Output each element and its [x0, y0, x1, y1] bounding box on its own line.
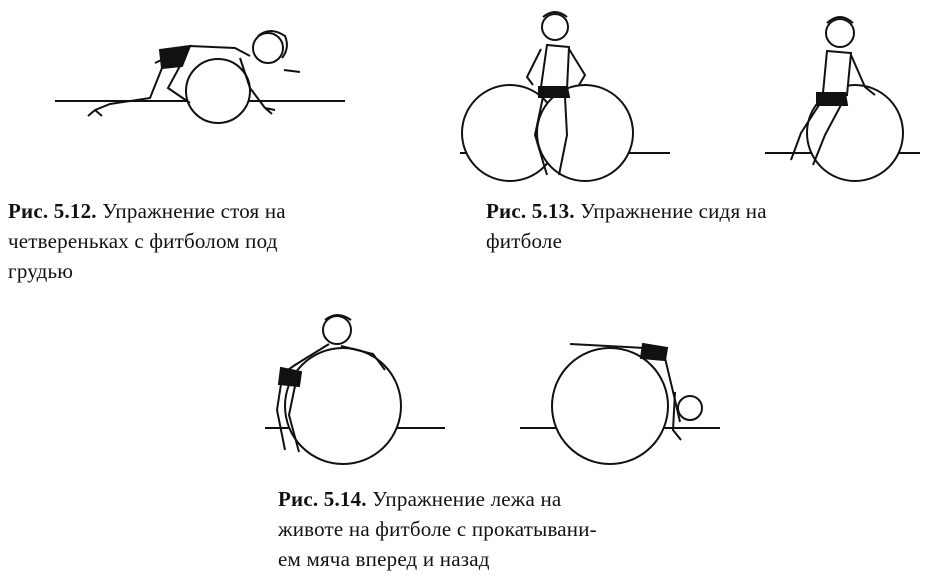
caption-figure-5-12	[8, 196, 398, 286]
shorts	[160, 46, 190, 68]
caption-text: фитболе	[486, 229, 563, 253]
foot	[88, 110, 102, 116]
fitball	[186, 59, 250, 123]
caption-figure-5-13	[486, 196, 886, 256]
fitball	[285, 348, 401, 464]
figure-5-14b-illustration	[515, 330, 725, 475]
leg	[277, 384, 285, 450]
shorts	[817, 93, 847, 105]
shorts	[641, 344, 667, 360]
caption-text: Упражнение лежа на	[372, 487, 562, 511]
caption-text: Упражнение стоя на	[102, 199, 286, 223]
back-leg	[95, 68, 162, 110]
figure-5-13-illustration	[455, 5, 920, 190]
caption-text: Упражнение сидя на	[580, 199, 767, 223]
figure-5-14a-illustration	[255, 310, 450, 470]
shirt	[541, 45, 569, 89]
hand	[265, 108, 275, 114]
figure-number: Рис. 5.14.	[278, 487, 367, 511]
head	[678, 396, 702, 420]
figure-5-12-illustration	[50, 18, 350, 138]
caption-text: грудью	[8, 259, 74, 283]
figure-number: Рис. 5.13.	[486, 199, 575, 223]
shorts	[539, 87, 569, 97]
fitball	[552, 348, 668, 464]
caption-text: четвереньках с фитболом под	[8, 229, 278, 253]
head	[826, 19, 854, 47]
caption-text: животе на фитболе с прокатывани-	[278, 517, 597, 541]
caption-figure-5-14	[278, 484, 718, 574]
fitball	[537, 85, 633, 181]
head	[253, 33, 283, 63]
shirt	[823, 51, 851, 95]
figure-number: Рис. 5.12.	[8, 199, 97, 223]
caption-text: ем мяча вперед и назад	[278, 547, 490, 571]
shorts	[279, 368, 301, 386]
head	[323, 316, 351, 344]
arm	[569, 49, 585, 85]
arm	[527, 49, 541, 85]
neck-line	[284, 70, 300, 72]
head	[542, 14, 568, 40]
